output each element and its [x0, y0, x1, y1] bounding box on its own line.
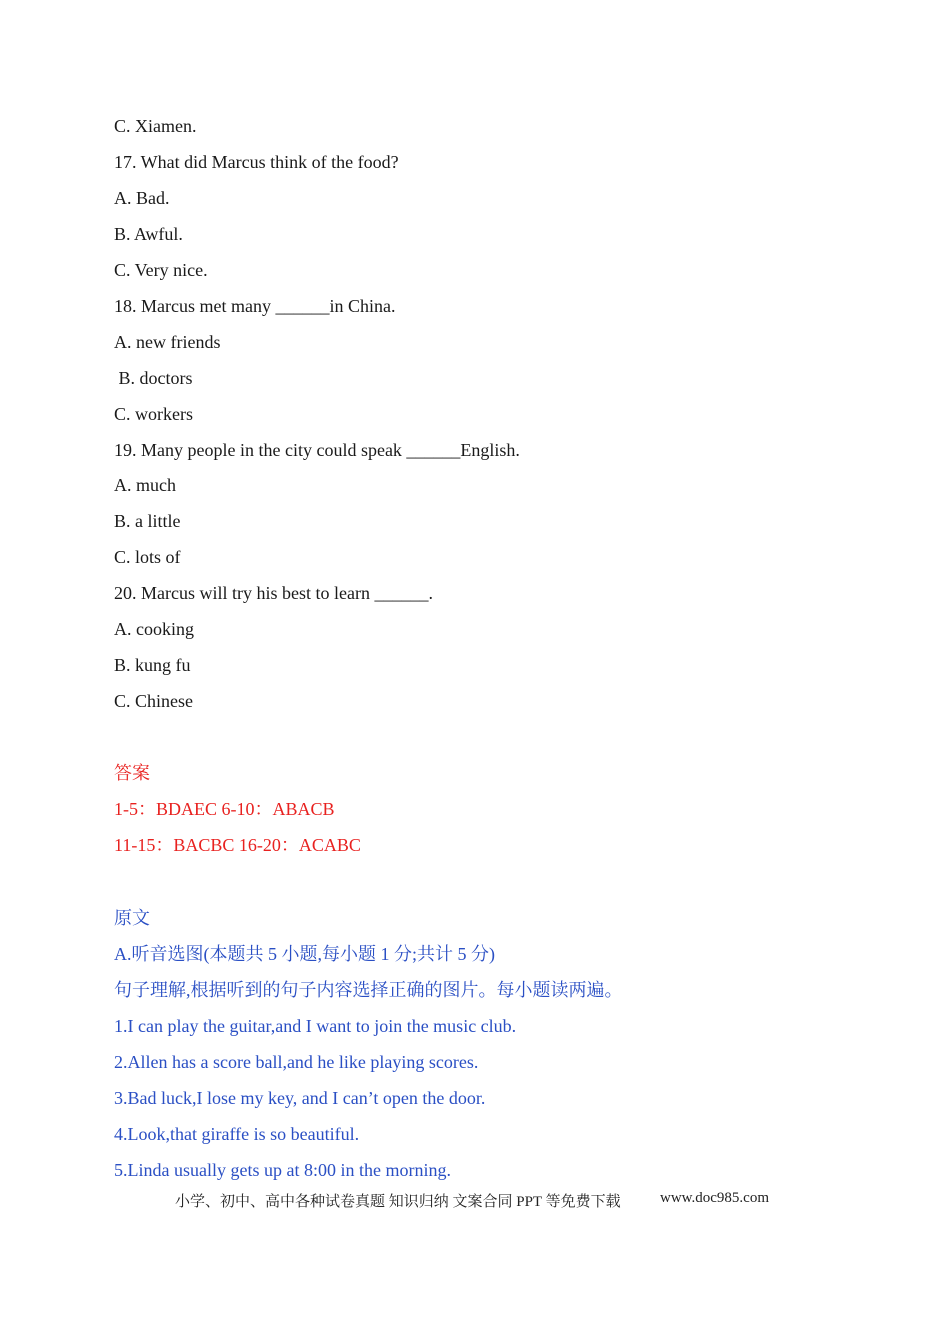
footer-text: 小学、初中、高中各种试卷真题 知识归纳 文案合同 PPT 等免费下载: [175, 1194, 621, 1210]
transcript-item-4: 4.Look,that giraffe is so beautiful.: [114, 1124, 360, 1144]
transcript-item-3: 3.Bad luck,I lose my key, and I can’t open the door.: [114, 1088, 486, 1108]
option-19a: A. much: [114, 475, 176, 495]
option-17a: A. Bad.: [114, 188, 170, 208]
footer-link[interactable]: www.doc985.com: [660, 1190, 770, 1206]
option-17b: B. Awful.: [114, 224, 183, 244]
option-20a: A. cooking: [114, 619, 194, 639]
option-17c: C. Very nice.: [114, 260, 208, 280]
transcript-item-2: 2.Allen has a score ball,and he like playing scores.: [114, 1052, 479, 1072]
answers-line-1: 1-5：BDAEC 6-10：ABACB: [114, 799, 335, 819]
option-16c: C. Xiamen.: [114, 116, 197, 136]
option-18a: A. new friends: [114, 332, 221, 352]
transcript-item-5: 5.Linda usually gets up at 8:00 in the morning.: [114, 1160, 451, 1180]
question-18: 18. Marcus met many ______in China.: [114, 296, 396, 316]
option-20b: B. kung fu: [114, 655, 191, 675]
transcript-item-1: 1.I can play the guitar,and I want to join the music club.: [114, 1016, 517, 1036]
option-19c: C. lots of: [114, 547, 181, 567]
transcript-section: A.听音选图(本题共 5 小题,每小题 1 分;共计 5 分): [114, 944, 495, 964]
answers-heading: 答案: [114, 763, 150, 783]
question-20: 20. Marcus will try his best to learn ______.: [114, 583, 433, 603]
answers-line-2: 11-15：BACBC 16-20：ACABC: [114, 835, 361, 855]
question-17: 17. What did Marcus think of the food?: [114, 152, 399, 172]
option-18b: B. doctors: [114, 368, 193, 388]
option-19b: B. a little: [114, 511, 181, 531]
transcript-instruction: 句子理解,根据听到的句子内容选择正确的图片。每小题读两遍。: [114, 980, 623, 1000]
option-18c: C. workers: [114, 404, 193, 424]
question-19: 19. Many people in the city could speak ______English.: [114, 440, 520, 460]
transcript-heading: 原文: [114, 908, 150, 928]
option-20c: C. Chinese: [114, 691, 193, 711]
